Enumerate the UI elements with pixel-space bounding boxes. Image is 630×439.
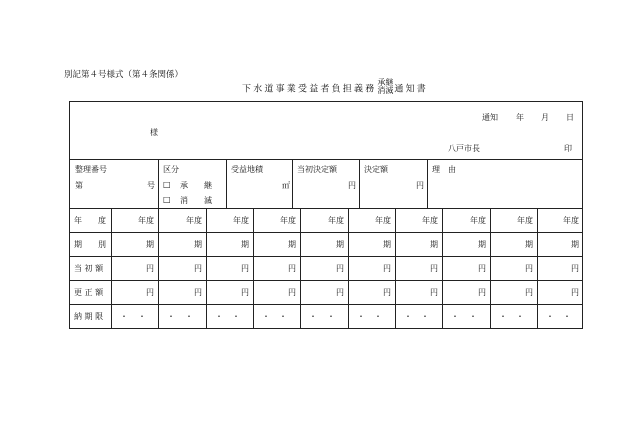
- year-cell: 年度: [517, 216, 533, 225]
- deadline-dot: ・: [120, 312, 128, 321]
- initial-cell: 円: [194, 264, 202, 273]
- grid-col-divider: [395, 208, 396, 328]
- year-cell: 年度: [233, 216, 249, 225]
- term-cell: 期: [430, 240, 438, 249]
- grid-col-divider: [442, 208, 443, 328]
- info-divider: [226, 159, 227, 208]
- grid-col-divider: [490, 208, 491, 328]
- decided-amount-unit: 円: [416, 181, 424, 190]
- initial-cell: 円: [288, 264, 296, 273]
- deadline-dot: ・: [138, 312, 146, 321]
- deadline-dot: ・: [279, 312, 287, 321]
- year-cell: 年度: [563, 216, 579, 225]
- term-cell: 期: [241, 240, 249, 249]
- info-divider: [158, 159, 159, 208]
- ref-no-label: 整理番号: [75, 165, 107, 174]
- grid-col-divider: [253, 208, 254, 328]
- deadline-dot: ・: [563, 312, 571, 321]
- revised-cell: 円: [478, 288, 486, 297]
- deadline-dot: ・: [215, 312, 223, 321]
- seal-mark: 印: [564, 144, 572, 153]
- reason-label: 理 由: [432, 165, 456, 174]
- deadline-dot: ・: [357, 312, 365, 321]
- revised-cell: 円: [430, 288, 438, 297]
- revised-cell: 円: [525, 288, 533, 297]
- term-cell: 期: [336, 240, 344, 249]
- revised-cell: 円: [146, 288, 154, 297]
- row-label-deadline: 納 期 限: [74, 312, 104, 321]
- deadline-dot: ・: [421, 312, 429, 321]
- row-label-term: 期 別: [74, 240, 106, 249]
- initial-cell: 円: [146, 264, 154, 273]
- grid-row-divider: [70, 256, 582, 257]
- addressee-suffix: 様: [150, 128, 158, 137]
- revised-cell: 円: [194, 288, 202, 297]
- initial-cell: 円: [571, 264, 579, 273]
- info-divider: [359, 159, 360, 208]
- deadline-dot: ・: [546, 312, 554, 321]
- info-divider: [292, 159, 293, 208]
- info-bottom-divider: [70, 208, 582, 209]
- revised-cell: 円: [288, 288, 296, 297]
- term-cell: 期: [288, 240, 296, 249]
- succession-label: 承 継: [180, 181, 212, 190]
- deadline-dot: ・: [262, 312, 270, 321]
- grid-row-divider: [70, 232, 582, 233]
- deadline-dot: ・: [469, 312, 477, 321]
- issuer-name: 八戸市長: [448, 144, 480, 153]
- document-title: [242, 78, 429, 97]
- title-option-stack: [377, 79, 393, 95]
- deadline-dot: ・: [404, 312, 412, 321]
- term-cell: 期: [194, 240, 202, 249]
- deadline-dot: ・: [327, 312, 335, 321]
- grid-col-divider: [158, 208, 159, 328]
- month-label: 月: [541, 113, 549, 122]
- term-cell: 期: [383, 240, 391, 249]
- title-option-succession: 承継: [377, 78, 394, 87]
- deadline-dot: ・: [167, 312, 175, 321]
- deadline-dot: ・: [499, 312, 507, 321]
- form-reference: 別記第４号様式（第４条関係）: [64, 70, 184, 80]
- year-cell: 年度: [422, 216, 438, 225]
- deadline-dot: ・: [451, 312, 459, 321]
- form-table: [69, 101, 583, 329]
- initial-cell: 円: [241, 264, 249, 273]
- title-option-extinction: 消滅: [377, 86, 394, 95]
- grid-col-divider: [206, 208, 207, 328]
- year-cell: 年度: [138, 216, 154, 225]
- year-cell: 年度: [470, 216, 486, 225]
- succession-checkbox[interactable]: □: [163, 180, 171, 189]
- area-unit: ㎡: [282, 181, 290, 190]
- grid-col-divider: [537, 208, 538, 328]
- deadline-dot: ・: [374, 312, 382, 321]
- deadline-dot: ・: [309, 312, 317, 321]
- initial-cell: 円: [430, 264, 438, 273]
- title-main: 下水道事業受益者負担義務: [242, 84, 377, 95]
- row-label-revised: 更 正 額: [74, 288, 104, 297]
- header-divider: [70, 159, 582, 160]
- revised-cell: 円: [336, 288, 344, 297]
- decided-amount-label: 決定額: [364, 165, 388, 174]
- year-cell: 年度: [328, 216, 344, 225]
- term-cell: 期: [525, 240, 533, 249]
- row-label-year: 年 度: [74, 216, 106, 225]
- ref-no-suffix: 号: [147, 181, 155, 190]
- revised-cell: 円: [241, 288, 249, 297]
- initial-cell: 円: [525, 264, 533, 273]
- grid-row-divider: [70, 280, 582, 281]
- initial-cell: 円: [336, 264, 344, 273]
- title-suffix: 通知書: [394, 84, 429, 95]
- deadline-dot: ・: [516, 312, 524, 321]
- term-cell: 期: [478, 240, 486, 249]
- grid-col-divider: [111, 208, 112, 328]
- revised-cell: 円: [571, 288, 579, 297]
- deadline-dot: ・: [232, 312, 240, 321]
- grid-row-divider: [70, 304, 582, 305]
- deadline-dot: ・: [185, 312, 193, 321]
- term-cell: 期: [146, 240, 154, 249]
- division-label: 区分: [163, 165, 179, 174]
- info-divider: [427, 159, 428, 208]
- area-label: 受益地積: [231, 165, 263, 174]
- grid-col-divider: [348, 208, 349, 328]
- revised-cell: 円: [383, 288, 391, 297]
- day-label: 日: [566, 113, 574, 122]
- notice-label: 通知: [482, 113, 498, 122]
- extinction-checkbox[interactable]: □: [163, 195, 171, 204]
- initial-amount-unit: 円: [348, 181, 356, 190]
- term-cell: 期: [571, 240, 579, 249]
- year-cell: 年度: [375, 216, 391, 225]
- initial-amount-label: 当初決定額: [297, 165, 337, 174]
- grid-col-divider: [300, 208, 301, 328]
- year-label: 年: [516, 113, 524, 122]
- ref-no-prefix: 第: [75, 181, 83, 190]
- year-cell: 年度: [186, 216, 202, 225]
- initial-cell: 円: [478, 264, 486, 273]
- year-cell: 年度: [280, 216, 296, 225]
- extinction-label: 消 滅: [180, 196, 212, 205]
- initial-cell: 円: [383, 264, 391, 273]
- row-label-initial: 当 初 額: [74, 264, 104, 273]
